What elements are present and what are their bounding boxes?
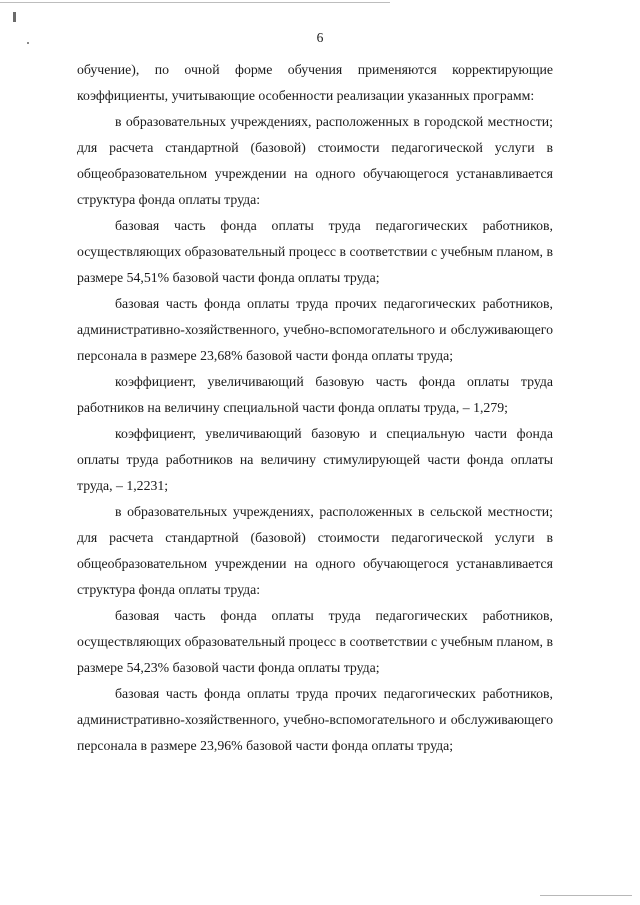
scan-edge-line-top <box>0 2 390 3</box>
paragraph: базовая часть фонда оплаты труда педагогических работников, осуществляющих образовательный процесс в соответствии с учебным планом, в размере 54,23% базовой части фонда оплаты труда; <box>77 608 553 675</box>
scan-edge-line-bottom <box>540 895 632 896</box>
scan-mark-left <box>13 12 16 22</box>
paragraph: базовая часть фонда оплаты труда прочих педагогических работников, административно-хозяйственного, учебно-вспомогательного и обслуживающего персонала в размере 23,96% базовой части фонда оплаты труда; <box>77 686 553 753</box>
paragraph: базовая часть фонда оплаты труда педагогических работников, осуществляющих образовательный процесс в соответствии с учебным планом, в размере 54,51% базовой части фонда оплаты труда; <box>77 218 553 285</box>
paragraph: коэффициент, увеличивающий базовую и специальную части фонда оплаты труда работников на величину стимулирующей части фонда оплаты труда, – 1,2231; <box>77 426 553 493</box>
paragraph: базовая часть фонда оплаты труда прочих педагогических работников, административно-хозяйственного, учебно-вспомогательного и обслуживающего персонала в размере 23,68% базовой части фонда оплаты труда; <box>77 296 553 363</box>
document-body <box>77 57 553 759</box>
paragraph: коэффициент, увеличивающий базовую часть фонда оплаты труда работников на величину специальной части фонда оплаты труда, – 1,279; <box>77 374 553 415</box>
page-number: 6 <box>316 30 324 45</box>
paragraph: обучение), по очной форме обучения применяются корректирующие коэффициенты, учитывающие особенности реализации указанных программ: <box>77 62 553 103</box>
paragraph: в образовательных учреждениях, расположенных в сельской местности; для расчета стандартной (базовой) стоимости педагогической услуги в общеобразовательном учреждении на одного обучающегося устанавливается структура фонда оплаты труда: <box>77 504 553 597</box>
paragraph: в образовательных учреждениях, расположенных в городской местности; для расчета стандартной (базовой) стоимости педагогической услуги в общеобразовательном учреждении на одного обучающегося устанавливается структура фонда оплаты труда: <box>77 114 553 207</box>
